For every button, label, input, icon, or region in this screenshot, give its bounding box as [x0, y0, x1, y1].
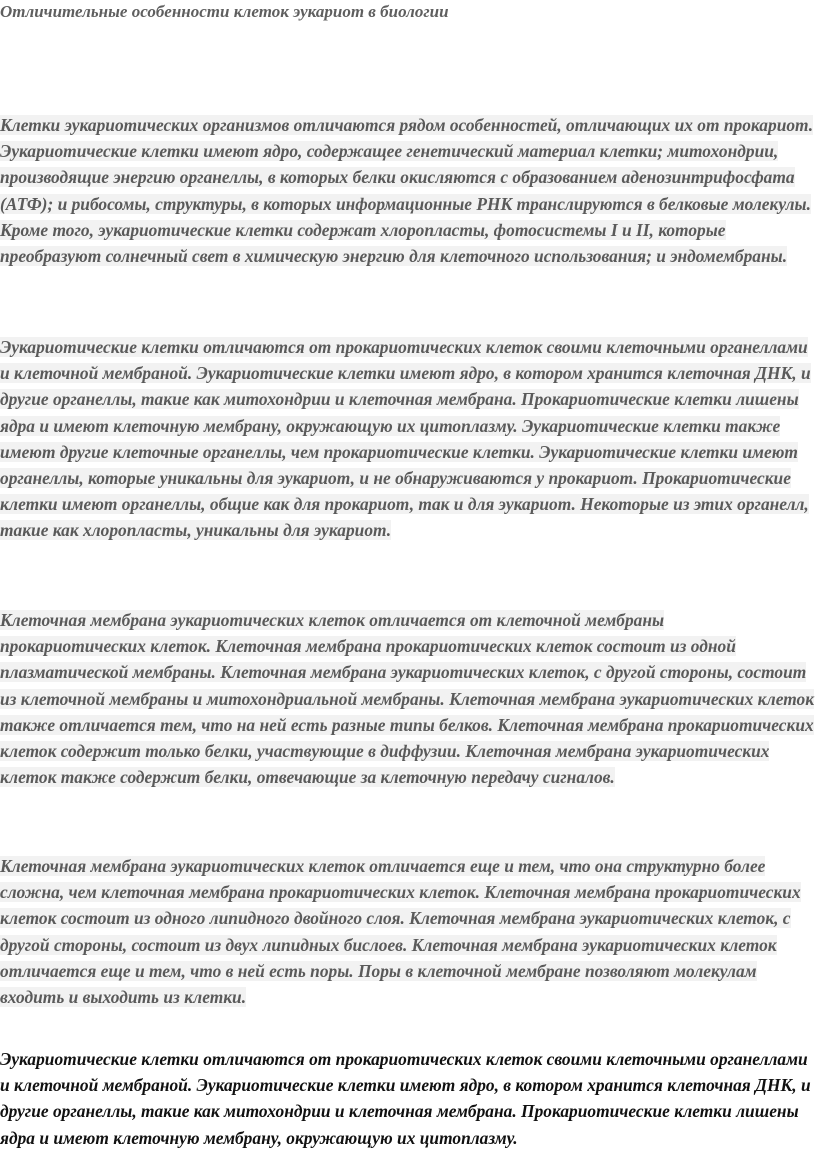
paragraph-4 [0, 853, 814, 1010]
paragraph-1-text: Клетки эукариотических организмов отличаются рядом особенностей, отличающих их от прокариот. Эукариотические клетки имеют ядро, содержащее генетический материал клетки; митохондрии, производящие энергию органеллы, в которых белки окисляются с образованием аденозинтрифосфата (АТФ); и рибосомы, структуры, в которых информационные РНК транслируются в белковые молекулы. Кроме того, эукариотические клетки содержат хлоропласты, фотосистемы I и II, которые преобразуют солнечный свет в химическую энергию для клеточного использования; и эндомембраны. [0, 115, 814, 267]
paragraph-4-text: Клеточная мембрана эукариотических клеток отличается еще и тем, что она структурно более сложна, чем клеточная мембрана прокариотических клеток. Клеточная мембрана прокариотических клеток состоит из одного липидного двойного слоя. Клеточная мембрана эукариотических клеток, с другой стороны, состоит из двух липидных бислоев. Клеточная мембрана эукариотических клеток отличается еще и тем, что в ней есть поры. Поры в клеточной мембране позволяют молекулам входить и выходить из клетки. [0, 856, 801, 1008]
paragraph-5-text: Эукариотические клетки отличаются от прокариотических клеток своими клеточными органеллами и клеточной мембраной. Эукариотические клетки имеют ядро, в котором хранится клеточная ДНК, и другие органеллы, такие как митохондрии и клеточная мембрана. Прокариотические клетки лишены ядра и имеют клеточную мембрану, окружающую их цитоплазму. [0, 1049, 811, 1148]
paragraph-1 [0, 112, 814, 269]
paragraph-3 [0, 607, 814, 790]
paragraph-5 [0, 1046, 814, 1151]
document-title: Отличительные особенности клеток эукариот в биологии [0, 2, 449, 21]
paragraph-2 [0, 334, 814, 544]
paragraph-3-text: Клеточная мембрана эукариотических клеток отличается от клеточной мембраны прокариотических клеток. Клеточная мембрана прокариотических клеток состоит из одной плазматической мембраны. Клеточная мембрана эукариотических клеток, с другой стороны, состоит из клеточной мембраны и митохондриальной мембраны. Клеточная мембрана эукариотических клеток также отличается тем, что на ней есть разные типы белков. Клеточная мембрана прокариотических клеток содержит только белки, участвующие в диффузии. Клеточная мембрана эукариотических клеток также содержит белки, отвечающие за клеточную передачу сигналов. [0, 610, 815, 788]
paragraph-2-text: Эукариотические клетки отличаются от прокариотических клеток своими клеточными органеллами и клеточной мембраной. Эукариотические клетки имеют ядро, в котором хранится клеточная ДНК, и другие органеллы, такие как митохондрии и клеточная мембрана. Прокариотические клетки лишены ядра и имеют клеточную мембрану, окружающую их цитоплазму. Эукариотические клетки также имеют другие клеточные органеллы, чем прокариотические клетки. Эукариотические клетки имеют органеллы, которые уникальны для эукариот, и не обнаруживаются у прокариот. Прокариотические клетки имеют органеллы, общие как для прокариот, так и для эукариот. Некоторые из этих органелл, такие как хлоропласты, уникальны для эукариот. [0, 337, 811, 541]
